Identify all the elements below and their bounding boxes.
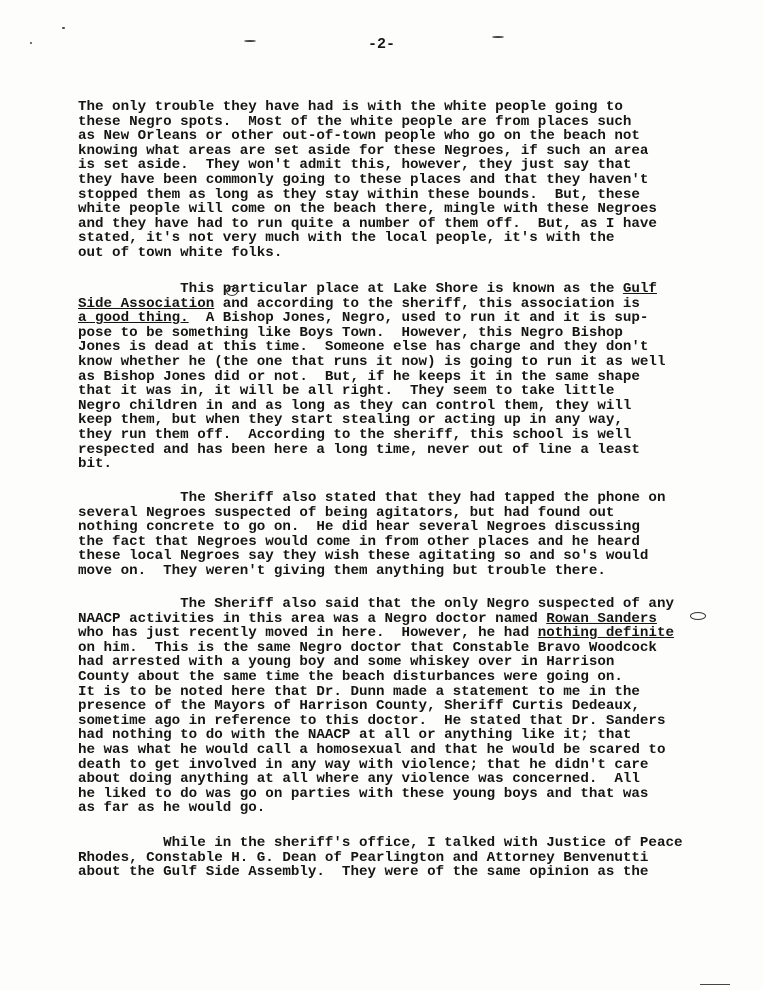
text-line: had nothing to do with the NAACP at all or anything like it; that [78,727,632,744]
text-line: respected and has been here a long time, never out of line a least [78,441,640,458]
text-line: they have been commonly going to these places and that they haven't [78,171,649,188]
text-line: bit. [78,456,113,473]
text-line: about doing anything at all where any violence was concerned. All [78,771,640,788]
text-line: It is to be noted here that Dr. Dunn made a statement to me in the [78,683,640,700]
text-line: as Bishop Jones did or not. But, if he keeps it in the same shape [78,368,640,385]
text-line: move on. They weren't giving them anything but trouble there. [78,562,606,579]
text-line: presence of the Mayors of Harrison County, Sheriff Curtis Dedeaux, [78,698,640,715]
scan-speck [700,984,730,985]
text-line: This particular place at Lake Shore is known as the Gulf [78,281,657,297]
paragraph-1 [78,100,718,261]
text-line: Rhodes, Constable H. G. Dean of Pearlington and Attorney Benvenutti [78,849,649,866]
paragraph-3 [78,491,718,579]
text-line: pose to be something like Boys Town. However, this Negro Bishop [78,324,623,341]
scan-speck [62,27,65,29]
text-line: is set aside. They won't admit this, however, they just say that [78,157,632,174]
text-line: several Negroes suspected of being agitators, but had found out [78,504,615,521]
paragraph-5 [78,836,718,880]
text-line: The Sheriff also stated that they had tapped the phone on [78,490,666,506]
text-line: sometime ago in reference to this doctor. He stated that Dr. Sanders [78,712,666,729]
paragraph-2 [78,282,718,472]
underlined-phrase: Gulf [622,281,657,297]
text-line: stopped them as long as they stay within these bounds. But, these [78,186,640,203]
text-line: white people will come on the beach there, mingle with these Negroes [78,201,657,218]
text-line: keep them, but when they start stealing or acting up in any way, [78,412,623,429]
text-line: County about the same time the beach disturbances were going on. [78,668,623,685]
text-line: out of town white folks. [78,244,283,261]
text-line: Negro children in and as long as they can control them, they will [78,397,632,414]
text-line: had arrested with a young boy and some whiskey over in Harrison [78,654,615,671]
text-line: that it was in, it will be all right. They seem to take little [78,383,615,400]
text-line: NAACP activities in this area was a Negro doctor named Rowan Sanders [78,610,657,627]
text-line: he was what he would call a homosexual and that he would be scared to [78,741,666,758]
text-line: as New Orleans or other out-of-town people who go on the beach not [78,128,640,145]
text-line: nothing concrete to go on. He did hear several Negroes discussing [78,519,640,536]
page-number: -2- [367,36,395,53]
text-line: about the Gulf Side Assembly. They were of the same opinion as the [78,864,649,881]
text-line: these Negro spots. Most of the white people are from places such [78,113,632,130]
text-line: knowing what areas are set aside for these Negroes, if such an area [78,142,649,159]
text-line: he liked to do was go on parties with these young boys and that was [78,785,649,802]
text-line: While in the sheriff's office, I talked with Justice of Peace [78,835,683,851]
underlined-phrase: nothing definite [537,625,674,642]
ink-mark [690,612,706,620]
text-line: The Sheriff also said that the only Negro suspected of any [78,596,674,612]
underlined-phrase: Side Association [78,295,215,312]
text-line: they run them off. According to the sheriff, this school is well [78,426,632,443]
text-line: a good thing. A Bishop Jones, Negro, used to run it and it is sup- [78,310,649,327]
ink-mark [226,286,238,296]
text-line: who has just recently moved in here. However, he had nothing definite [78,625,674,642]
text-line: The only trouble they have had is with the white people going to [78,99,623,115]
underlined-phrase: Rowan Sanders [546,610,657,627]
text-line: stated, it's not very much with the local people, it's with the [78,230,615,247]
text-line: the fact that Negroes would come in from other places and he heard [78,533,640,550]
text-line: on him. This is the same Negro doctor that Constable Bravo Woodcock [78,639,657,656]
text-line: Jones is dead at this time. Someone else has charge and they don't [78,339,649,356]
text-line: and they have had to run quite a number of them off. But, as I have [78,215,657,232]
underlined-phrase: a good thing. [78,310,189,327]
text-line: as far as he would go. [78,800,266,817]
text-line: Side Association and according to the sheriff, this association is [78,295,640,312]
text-line: these local Negroes say they wish these agitating so and so's would [78,548,649,565]
paragraph-4 [78,597,718,816]
text-line: death to get involved in any way with violence; that he didn't care [78,756,649,773]
text-line: know whether he (the one that runs it now) is going to run it as well [78,353,666,370]
